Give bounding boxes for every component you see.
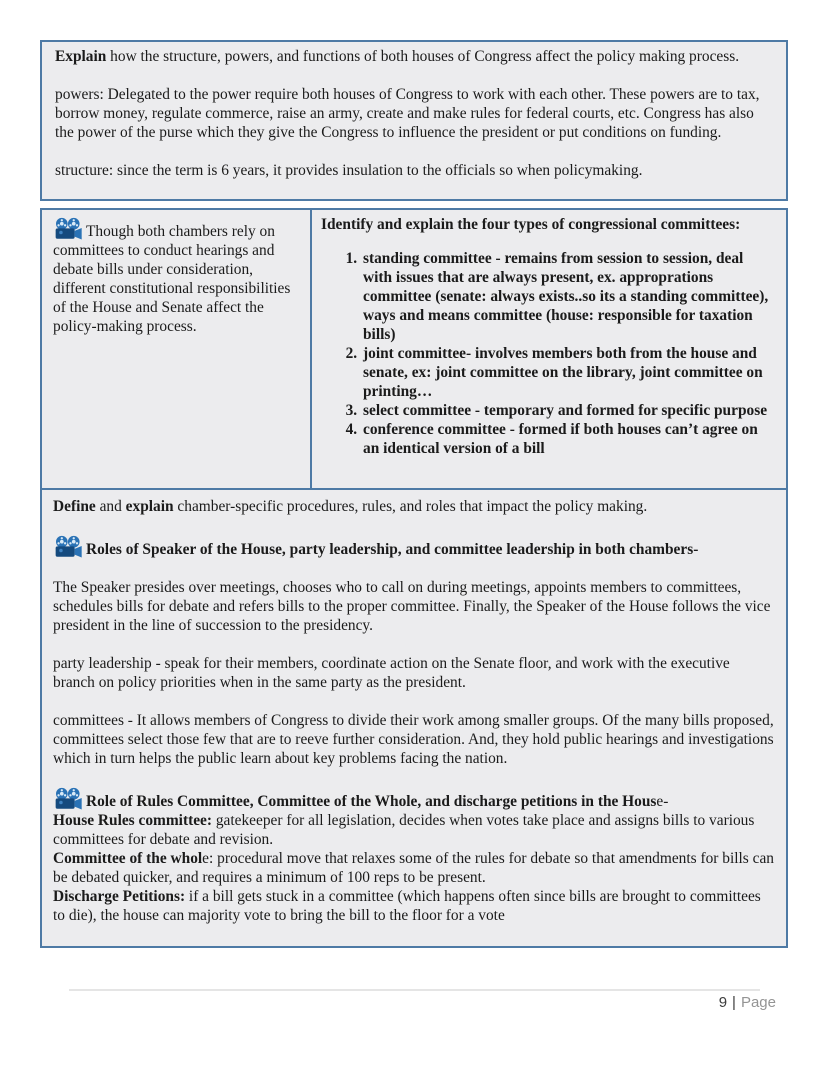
- paragraph-define-prompt: [53, 497, 774, 516]
- paragraph-house-rules: [53, 811, 774, 849]
- movie-camera-icon: [53, 787, 83, 811]
- page-number: [719, 993, 776, 1012]
- speaker-roles-heading-text: Roles of Speaker of the House, party leadership, and committee leadership in both chambers-: [86, 541, 699, 558]
- list-item-select-committee: 3. select committee - temporary and formed for specific purpose: [361, 401, 776, 420]
- paragraph-structure: structure: since the term is 6 years, it provides insulation to the officials so when policymaking.: [55, 162, 643, 179]
- list-item-conference-committee: 4. conference committee - formed if both houses can’t agree on an identical version of a bill: [361, 420, 776, 458]
- bold-define: Define: [53, 498, 96, 515]
- paragraph-powers: powers: Delegated to the power require both houses of Congress to work with each other. These powers are to tax, borrow money, regulate commerce, raise an army, create and make rules for federal courts, etc. Congress has also the power of the purse which they give the Congress to influence the president or put conditions on funding.: [55, 86, 760, 141]
- committee-whole-text: e: procedural move that relaxes some of the rules for debate so that amendments for bills can be debated quicker, and requires a minimum of 100 reps to be present.: [53, 850, 774, 886]
- page-number-value: 9: [718, 994, 728, 1011]
- heading-rules-committee: [53, 787, 774, 811]
- committee-table: [40, 208, 788, 948]
- paragraph-committee-of-whole: [53, 849, 774, 887]
- committee-types-heading: Identify and explain the four types of congressional committees:: [321, 216, 741, 233]
- paragraph-explain-prompt: [55, 47, 773, 66]
- prompt-box-structure-powers: [40, 40, 788, 201]
- paragraph-party-leadership: party leadership - speak for their members, coordinate action on the Senate floor, and work with the executive branch on policy priorities when in the same party as the president.: [53, 655, 730, 691]
- footer-divider: [69, 989, 760, 991]
- paragraph-committees: committees - It allows members of Congress to divide their work among smaller groups. Of the many bills proposed, committees select those few that are to reeve further consideration. And, they hold public hearings and investigations which in turn helps the public learn about key problems facing the nation.: [53, 712, 774, 767]
- page-label: Page: [740, 994, 776, 1011]
- rules-heading-bold: Role of Rules Committee, Committee of the Whole, and discharge petitions in the Hous: [86, 793, 657, 810]
- table-row-committees: [42, 210, 786, 490]
- heading-speaker-roles: [53, 535, 774, 559]
- chambers-note-text: Though both chambers rely on committees to conduct hearings and debate bills under consideration, different constitutional responsibilities of the House and Senate affect the policy-making process.: [53, 223, 291, 335]
- house-rules-text: gatekeeper for all legislation, decides when votes take place and assigns bills to various committees for debate and revision.: [53, 812, 755, 848]
- bold-explain-2: explain: [125, 498, 174, 515]
- bold-discharge: Discharge Petitions:: [53, 888, 186, 905]
- page-number-separator: |: [732, 994, 736, 1011]
- paragraph-discharge-petitions: [53, 887, 774, 925]
- explain-prompt-text: how the structure, powers, and functions of both houses of Congress affect the policy making process.: [106, 48, 740, 65]
- committee-types-list: [321, 249, 776, 458]
- bold-explain: Explain: [55, 48, 107, 65]
- movie-camera-icon: [53, 535, 83, 559]
- table-cell-procedures: [42, 490, 786, 946]
- table-cell-chambers-note: [42, 210, 312, 488]
- define-rest-text: chamber-specific procedures, rules, and roles that impact the policy making.: [173, 498, 648, 515]
- bold-house-rules: House Rules committee:: [53, 812, 212, 829]
- rules-heading-rest: e-: [656, 793, 669, 810]
- discharge-text: if a bill gets stuck in a committee (which happens often since bills are brought to committees to die), the house can majority vote to bring the bill to the floor for a vote: [53, 888, 761, 924]
- list-item-joint-committee: 2. joint committee- involves members both from the house and senate, ex: joint committee on the library, joint committee on printing…: [361, 344, 776, 401]
- table-cell-committee-types: [312, 210, 786, 488]
- movie-camera-icon: [53, 217, 83, 241]
- list-item-standing-committee: 1. standing committee - remains from session to session, deal with issues that are always present, ex. approprations committee (senate: always exists..so its a standing committee), ways and means committee (house: responsible for taxation bills): [361, 249, 776, 344]
- bold-committee-whole: Committee of the whol: [53, 850, 203, 867]
- define-mid-text: and: [95, 498, 126, 515]
- paragraph-speaker: The Speaker presides over meetings, chooses who to call on during meetings, appoints members to committees, schedules bills for debate and refers bills to the proper committee. Finally, the Speaker of the House follows the vice president in the line of succession to the presidency.: [53, 579, 771, 634]
